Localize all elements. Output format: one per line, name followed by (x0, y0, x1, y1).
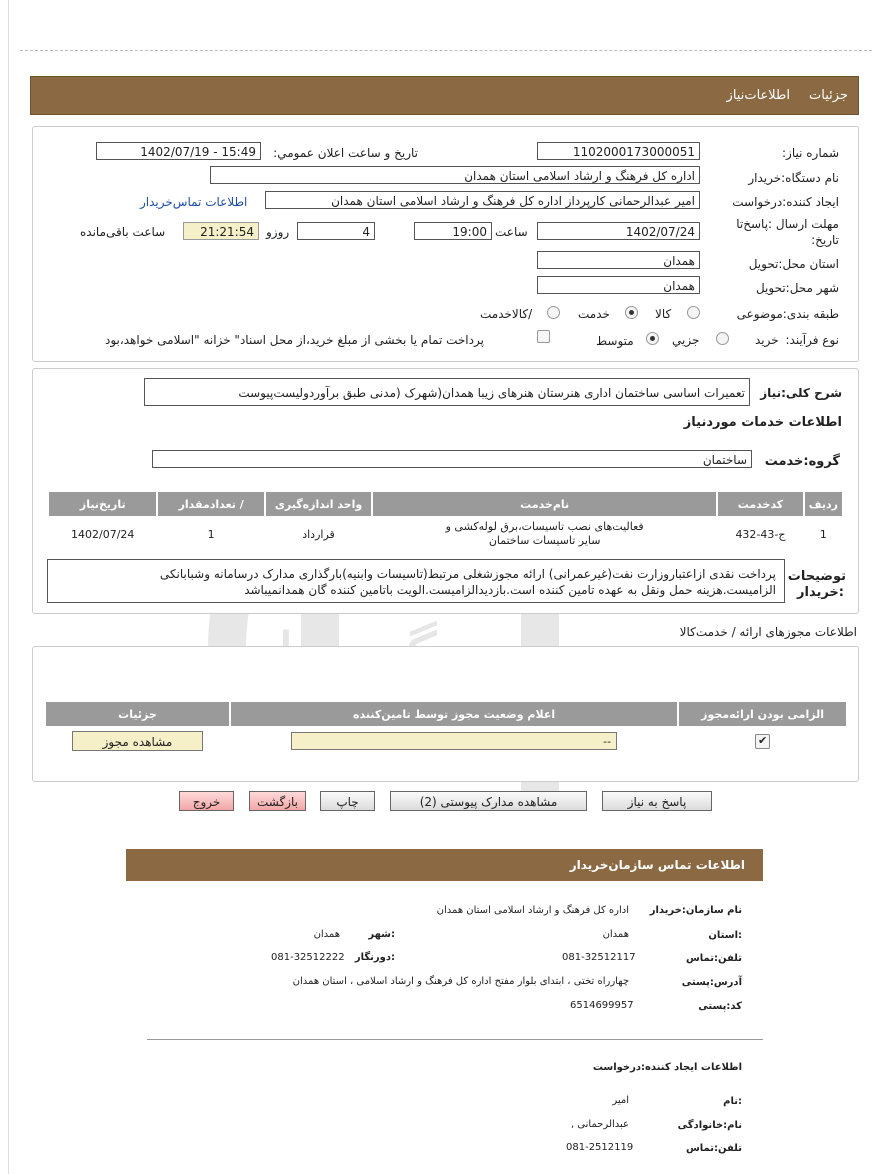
contact-header (126, 849, 763, 881)
treasury-checkbox[interactable] (537, 330, 550, 343)
cell-name-line1: فعالیت‌های نصب تاسیسات،برق لوله‌کشی و (445, 520, 644, 533)
back-button[interactable]: بازگشت (249, 791, 306, 811)
buyer-contact-link[interactable]: اطلاعات تماس‌خریدار (140, 195, 248, 209)
col-code: کدخدمت (718, 492, 803, 516)
cell-row: 1 (805, 518, 842, 550)
buyer-notes-line1: پرداخت نقدی ازاعتباروزارت نفت(غیرعمرانی) ارائه مجوزشغلی مرتبط(تاسیسات وابنیه)بارگذاری مدارک درسامانه وشبابانکی (159, 567, 776, 581)
col-unit: واحد اندازه‌گیری (266, 492, 371, 516)
buyer-field: اداره کل فرهنگ و ارشاد اسلامی استان همدان (210, 166, 700, 184)
category-service-label: خدمت (578, 307, 610, 321)
days-label: روزو (266, 225, 290, 239)
name-label: :نام (723, 1096, 742, 1107)
fax-label: :دورنگار (354, 952, 395, 963)
process-label: نوع فرآیند: (785, 333, 839, 347)
announce-label: تاریخ و ساعت اعلان عمومي: (273, 146, 418, 160)
postal-label: کد:پستی (698, 1001, 742, 1012)
top-divider (20, 50, 872, 51)
creator-label: ایجاد کننده:درخواست (732, 195, 839, 209)
process-medium-radio[interactable] (646, 332, 659, 345)
cell-name-line2: سایر تاسیسات ساختمان (488, 534, 601, 547)
cell-code: ج-43-432 (718, 518, 803, 550)
postal-value: 6514699957 (570, 1000, 634, 1011)
deadline-time-field: 19:00 (414, 222, 492, 240)
attachments-button[interactable]: مشاهده مدارک پیوستی (2) (390, 791, 587, 811)
licenses-table (44, 700, 848, 756)
phone-label: تلفن:تماس (685, 953, 742, 964)
process-medium-label: متوسط (596, 334, 634, 348)
services-title: اطلاعات خدمات موردنیاز (683, 415, 842, 430)
col-row: ردیف (805, 492, 842, 516)
table-row (49, 518, 842, 550)
cell-unit: قرارداد (266, 518, 371, 550)
family-value: عبدالرحمانی , (570, 1119, 629, 1130)
phone-value: 081-32512117 (562, 952, 636, 963)
province-contact-label: :استان (708, 930, 742, 941)
city-contact-value: همدان (313, 929, 340, 940)
process-partial-radio[interactable] (716, 332, 729, 345)
license-status-cell (231, 728, 677, 754)
province-label: استان محل:تحویل (748, 257, 839, 271)
summary-label: شرح کلی:نیاز (760, 386, 842, 400)
address-label: آدرس:پستی (681, 977, 742, 988)
license-status-field: -- (291, 732, 617, 750)
buyer-notes-label-1: توضیحات (787, 569, 846, 584)
col-license-status: اعلام وضعیت مجوز توسط تامین‌کننده (231, 702, 677, 726)
cell-qty: 1 (158, 518, 263, 550)
contact-divider (147, 1039, 763, 1040)
process-buy-label: خرید (755, 333, 779, 347)
buyer-notes-line2: الزامیست.هزینه حمل ونقل به عهده تامین کننده است.بازدیدالزامیست.الویت باتامین کننده گان همدانمیباشد (244, 583, 776, 597)
need-number-label: شماره نیاز: (782, 146, 839, 160)
buyer-notes-label-2: :خریدار (797, 585, 844, 600)
col-qty: / تعدادمقدار (158, 492, 263, 516)
buyer-notes-field (47, 559, 785, 603)
license-required-cell (679, 728, 846, 754)
need-number-field: 1102000173000051 (537, 142, 700, 160)
family-label: نام:خانوادگی (677, 1120, 742, 1131)
category-goods-radio[interactable] (687, 306, 700, 319)
creator-field: امیر عبدالرحمانی کارپرداز اداره کل فرهنگ و ارشاد اسلامی استان همدان (265, 191, 700, 209)
city-contact-label: :شهر (368, 929, 395, 940)
remaining-time-field: 21:21:54 (183, 222, 259, 240)
remaining-label: ساعت باقی‌مانده (80, 225, 166, 239)
province-contact-value: همدان (602, 929, 629, 940)
creator-phone-label: تلفن:تماس (685, 1143, 742, 1154)
reply-button[interactable]: پاسخ به نیاز (602, 791, 712, 811)
print-button[interactable]: چاپ (320, 791, 375, 811)
name-value: امیر (612, 1095, 629, 1106)
license-row (46, 728, 846, 754)
licenses-title: اطلاعات مجوزهای ارائه / خدمت‌کالا (679, 625, 857, 639)
address-value: چهارراه تختی ، ابتدای بلوار مفتح اداره کل فرهنگ و ارشاد اسلامی ، استان همدان (292, 976, 629, 987)
announce-date-field: 1402/07/19 - 15:49 (96, 142, 261, 160)
exit-button[interactable]: خروج (179, 791, 234, 811)
col-date: تاریخ‌نیاز (49, 492, 156, 516)
license-required-checkbox[interactable]: ✔ (755, 734, 770, 749)
org-label: نام سازمان:خریدار (649, 905, 742, 916)
page-header (30, 76, 859, 115)
group-label: گروه:خدمت (764, 454, 840, 469)
col-license-details: جزئیات (46, 702, 229, 726)
view-license-button[interactable]: مشاهده مجوز (72, 731, 203, 751)
category-both-radio[interactable] (547, 306, 560, 319)
cell-name (373, 518, 716, 550)
category-service-radio[interactable] (625, 306, 638, 319)
summary-field: تعمیرات اساسی ساختمان اداری هنرستان هنرهای زیبا همدان(شهرک (مدنی طبق برآوردولیست‌پیوست (144, 378, 750, 406)
tab-details[interactable]: جزئیات (809, 88, 848, 103)
tab-need-info[interactable]: اطلاعات‌نیاز (726, 88, 790, 103)
left-edge-line (8, 0, 9, 1174)
buyer-label: نام دستگاه:خریدار (748, 171, 839, 185)
process-partial-label: جزیي (672, 333, 700, 347)
col-name: نام‌خدمت (373, 492, 716, 516)
deadline-label-2: تاریخ: (811, 233, 839, 247)
city-field: همدان (537, 276, 700, 294)
creator-phone-value: 081-2512119 (566, 1142, 634, 1153)
creator-info-title: اطلاعات ایجاد کننده:درخواست (592, 1062, 742, 1073)
category-both-label: /کالاخدمت (480, 307, 533, 321)
city-label: شهر محل:تحویل (755, 281, 839, 295)
cell-date: 1402/07/24 (49, 518, 156, 550)
province-field: همدان (537, 251, 700, 269)
services-table (47, 490, 844, 552)
license-details-cell (46, 728, 229, 754)
time-label: ساعت (495, 225, 528, 239)
group-field: ساختمان (152, 450, 752, 468)
days-field: 4 (297, 222, 375, 240)
category-goods-label: کالا (655, 307, 672, 321)
deadline-label-1: مهلت ارسال :پاسخ‌تا (736, 217, 839, 231)
category-label: طبقه بندی:موضوعی (736, 307, 839, 321)
deadline-date-field: 1402/07/24 (537, 222, 700, 240)
fax-value: 081-32512222 (271, 952, 345, 963)
org-value: اداره کل فرهنگ و ارشاد اسلامی استان همدان (436, 905, 629, 916)
contact-title: اطلاعات تماس سازمان‌خریدار (569, 858, 745, 872)
need-info-panel (32, 126, 859, 362)
col-license-required: الزامی بودن ارائه‌مجوز (679, 702, 846, 726)
treasury-note: پرداخت تمام یا بخشی از مبلغ خرید،از محل اسناد" خزانه "اسلامی خواهد،بود (105, 333, 484, 347)
